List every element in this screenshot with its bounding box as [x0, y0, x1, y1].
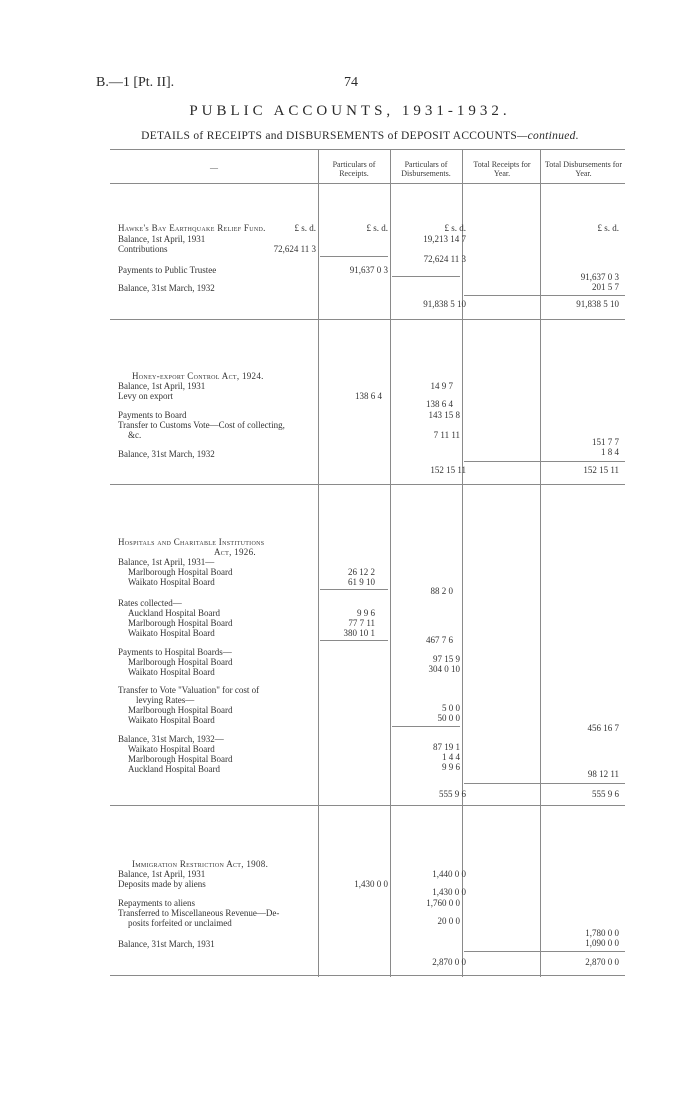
- value: 1,440 0 0: [432, 869, 466, 879]
- row-label: Balance, 1st April, 1931: [118, 234, 206, 244]
- row-label: Levy on export: [118, 391, 173, 401]
- value: 456 16 7: [587, 723, 619, 733]
- row-label: Auckland Hospital Board: [128, 608, 220, 618]
- column-header-description: —: [210, 163, 218, 172]
- value: 1,430 0 0: [354, 879, 388, 889]
- row-label: Marlborough Hospital Board: [128, 618, 233, 628]
- value: 61 9 10: [348, 577, 375, 587]
- value: 20 0 0: [437, 916, 460, 926]
- value: 201 5 7: [592, 282, 619, 292]
- row-label: Transfer to Vote "Valuation" for cost of: [118, 685, 260, 695]
- row-label: Rates collected—: [118, 598, 182, 608]
- value: 91,637 0 3: [580, 272, 619, 282]
- value: 1,090 0 0: [585, 938, 619, 948]
- section-rule: [110, 805, 625, 806]
- value: 98 12 11: [587, 769, 619, 779]
- currency-header: £ s. d.: [366, 223, 388, 233]
- page-title: PUBLIC ACCOUNTS, 1931-1932.: [189, 103, 511, 119]
- total-value: 91,838 5 10: [576, 299, 619, 309]
- column-rule: [318, 149, 319, 977]
- row-label: Contributions: [118, 244, 168, 254]
- total-rule: [464, 951, 625, 952]
- value: 143 15 8: [428, 410, 460, 420]
- page-number: 74: [344, 75, 358, 90]
- row-label: Transfer to Customs Vote—Cost of collecting,: [118, 420, 285, 430]
- section-heading: Act, 1926.: [214, 547, 256, 557]
- value: 304 0 10: [428, 664, 460, 674]
- table-bottom-rule: [110, 975, 625, 976]
- row-label: Transferred to Miscellaneous Revenue—De-: [118, 908, 280, 918]
- total-rule: [464, 461, 625, 462]
- row-label: Marlborough Hospital Board: [128, 754, 233, 764]
- value: 467 7 6: [426, 635, 453, 645]
- row-label: Balance, 1st April, 1931: [118, 381, 206, 391]
- header-bottom-rule: [110, 183, 625, 184]
- subtitle-suffix: —continued.: [517, 130, 579, 142]
- value: 1,780 0 0: [585, 928, 619, 938]
- currency-header: £ s. d.: [444, 223, 466, 233]
- row-label: Balance, 31st March, 1932—: [118, 734, 224, 744]
- value: 88 2 0: [430, 586, 453, 596]
- total-value: 555 9 6: [592, 789, 619, 799]
- subtotal-rule: [320, 589, 388, 590]
- total-value: 555 9 6: [439, 789, 466, 799]
- value: 9 9 6: [357, 608, 375, 618]
- value: 91,637 0 3: [349, 265, 388, 275]
- row-label: Auckland Hospital Board: [128, 764, 220, 774]
- value: 72,624 11 3: [423, 254, 466, 264]
- row-label: Payments to Hospital Boards—: [118, 647, 232, 657]
- section-heading: Hawke's Bay Earthquake Relief Fund.: [118, 223, 266, 233]
- section-rule: [110, 484, 625, 485]
- value: 97 15 9: [433, 654, 460, 664]
- column-rule: [540, 149, 541, 977]
- deposit-accounts-table: [110, 149, 625, 977]
- table-top-rule: [110, 149, 625, 150]
- value: 151 7 7: [592, 437, 619, 447]
- section-heading: Hospitals and Charitable Institutions: [118, 537, 265, 547]
- currency-header: £ s. d.: [597, 223, 619, 233]
- row-label: posits forfeited or unclaimed: [128, 918, 232, 928]
- total-value: 152 15 11: [583, 465, 619, 475]
- total-rule: [464, 783, 625, 784]
- total-rule: [464, 295, 625, 296]
- subtitle-text: DETAILS of RECEIPTS and DISBURSEMENTS of DEPOSIT ACCOUNTS: [141, 130, 518, 142]
- value: 380 10 1: [343, 628, 375, 638]
- value: 7 11 11: [433, 430, 460, 440]
- value: 50 0 0: [437, 713, 460, 723]
- section-rule: [110, 319, 625, 320]
- section-heading: Honey-export Control Act, 1924.: [132, 371, 264, 381]
- subtotal-rule: [320, 640, 388, 641]
- page-subtitle: [0, 130, 700, 142]
- row-label: Waikato Hospital Board: [128, 667, 215, 677]
- value: 1 8 4: [601, 447, 619, 457]
- value: 1 4 4: [442, 752, 460, 762]
- section-heading: Immigration Restriction Act, 1908.: [132, 859, 269, 869]
- value: 1,760 0 0: [426, 898, 460, 908]
- row-label: Waikato Hospital Board: [128, 715, 215, 725]
- row-label: Waikato Hospital Board: [128, 744, 215, 754]
- value: 26 12 2: [348, 567, 375, 577]
- row-label: Payments to Board: [118, 410, 187, 420]
- column-header-disbursements: Particulars of Disbursements.: [401, 160, 451, 178]
- row-label: Waikato Hospital Board: [128, 577, 215, 587]
- row-label: Waikato Hospital Board: [128, 628, 215, 638]
- column-rule: [390, 149, 391, 977]
- row-label: Balance, 1st April, 1931: [118, 869, 206, 879]
- row-label: Marlborough Hospital Board: [128, 657, 233, 667]
- column-header-total-receipts: Total Receipts for Year.: [473, 160, 531, 178]
- column-header-total-disbursements: Total Disbursements for Year.: [544, 160, 623, 178]
- value: 14 9 7: [430, 381, 453, 391]
- row-label: Balance, 1st April, 1931—: [118, 557, 215, 567]
- column-header-receipts: Particulars of Receipts.: [332, 160, 376, 178]
- row-label: Deposits made by aliens: [118, 879, 206, 889]
- row-label: Balance, 31st March, 1932: [118, 449, 215, 459]
- value: 1,430 0 0: [432, 887, 466, 897]
- total-value: 91,838 5 10: [423, 299, 466, 309]
- page-reference: B.—1 [Pt. II].: [96, 75, 175, 90]
- value: 72,624 11 3: [273, 244, 316, 254]
- row-label: Balance, 31st March, 1932: [118, 283, 215, 293]
- value: 19,213 14 7: [423, 234, 466, 244]
- row-label: levying Rates—: [136, 695, 195, 705]
- value: 9 9 6: [442, 762, 460, 772]
- row-label: Marlborough Hospital Board: [128, 567, 233, 577]
- row-label: Payments to Public Trustee: [118, 265, 217, 275]
- value: 5 0 0: [442, 703, 460, 713]
- row-label: Balance, 31st March, 1931: [118, 939, 215, 949]
- row-label: Marlborough Hospital Board: [128, 705, 233, 715]
- total-value: 2,870 0 0: [432, 957, 466, 967]
- value: 87 19 1: [433, 742, 460, 752]
- row-label: Repayments to aliens: [118, 898, 195, 908]
- subtotal-rule: [320, 256, 388, 257]
- subtotal-rule: [392, 276, 460, 277]
- value: 77 7 11: [348, 618, 375, 628]
- column-rule: [462, 149, 463, 977]
- row-label: &c.: [128, 430, 142, 440]
- total-value: 2,870 0 0: [585, 957, 619, 967]
- value: 138 6 4: [426, 399, 453, 409]
- subtotal-rule: [392, 726, 460, 727]
- currency-header: £ s. d.: [294, 223, 316, 233]
- total-value: 152 15 11: [430, 465, 466, 475]
- value: 138 6 4: [355, 391, 382, 401]
